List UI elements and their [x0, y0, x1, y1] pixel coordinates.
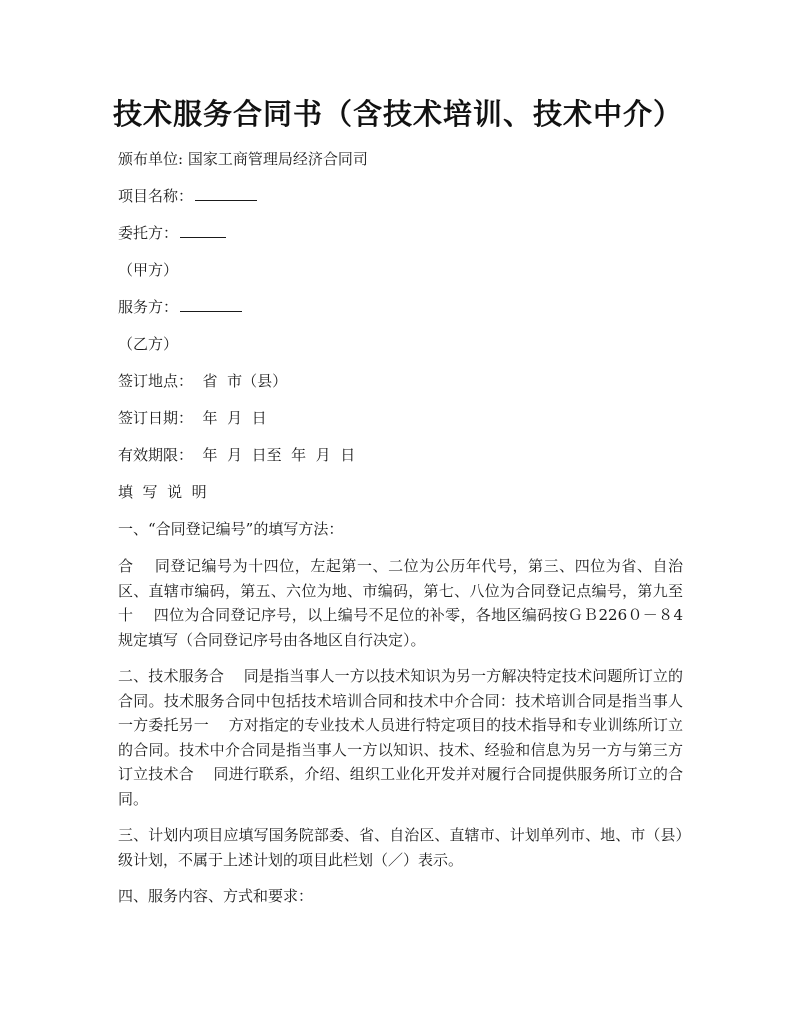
document-body: [118, 147, 683, 921]
provider-label: 服务方：: [118, 298, 179, 316]
section3-paragraph: 三、计划内项目应填写国务院部委、省、自治区、直辖市、计划单列市、地、市（县）级计划，不属于上述计划的项目此栏划（／）表示。: [118, 826, 683, 869]
sign-place-line: 签订地点： 省 市（县）: [118, 372, 288, 390]
client-label: 委托方：: [118, 224, 179, 242]
section4-heading: 四、服务内容、方式和要求：: [118, 887, 314, 905]
client-blank: [180, 221, 226, 238]
client-line: [118, 221, 683, 246]
provider-blank: [180, 295, 242, 312]
issuer-line: 颁布单位: 国家工商管理局经济合同司: [118, 150, 368, 168]
project-name-blank: [195, 184, 257, 201]
party-a-line: （甲方）: [118, 261, 179, 279]
provider-line: [118, 295, 683, 320]
section1-body: 合 同登记编号为十四位，左起第一、二位为公历年代号，第三、四位为省、自治区、直辖市编码，第五、六位为地、市编码，第七、八位为合同登记点编号，第九至十 四位为合同登记序号，以上编号不足位的补零，各地区编码按ＧＢ226０－８4规定填写（合同登记序号由各地区自行决定）。: [118, 557, 683, 649]
section2-paragraph: 二、技术服务合 同是指当事人一方以技术知识为另一方解决特定技术问题所订立的合同。技术服务合同中包括技术培训合同和技术中介合同：技术培训合同是指当事人一方委托另一 方对指定的专业技术人员进行特定项目的技术指导和专业训练所订立的合同。技术中介合同是指当事人一方以知识、技术、经验和信息为另一方与第三方订立技术合 同进行联系，介绍、组织工业化开发并对履行合同提供服务所订立的合同。: [118, 667, 683, 808]
document-title: 技术服务合同书（含技术培训、技术中介）: [112, 97, 683, 131]
instructions-heading: 填 写 说 明: [118, 483, 207, 501]
project-name-label: 项目名称：: [118, 187, 194, 205]
validity-line: 有效期限： 年 月 日至 年 月 日: [118, 446, 356, 464]
party-b-line: （乙方）: [118, 335, 179, 353]
section1-heading: 一、“合同登记编号”的填写方法：: [118, 520, 344, 538]
project-name-line: [118, 184, 683, 209]
sign-date-line: 签订日期： 年 月 日: [118, 409, 267, 427]
